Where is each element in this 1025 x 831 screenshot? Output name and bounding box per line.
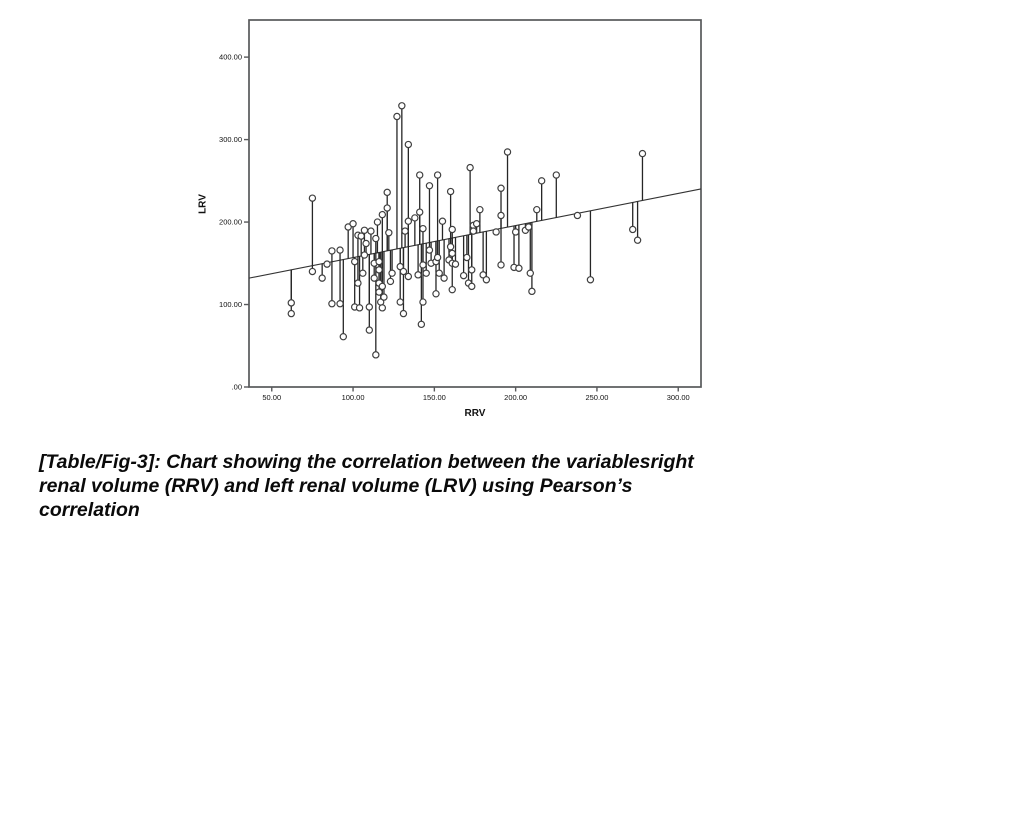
data-point-marker — [360, 270, 366, 276]
x-tick-label: 250.00 — [585, 393, 609, 402]
data-point-marker — [400, 311, 406, 317]
data-point-marker — [329, 301, 335, 307]
data-point-marker — [498, 212, 504, 218]
data-point-marker — [368, 228, 374, 234]
data-point-marker — [394, 113, 400, 119]
data-point-marker — [324, 261, 330, 267]
data-point-marker — [340, 334, 346, 340]
data-point-marker — [461, 273, 467, 279]
data-point-marker — [493, 229, 499, 235]
data-point-marker — [384, 205, 390, 211]
data-point-marker — [639, 151, 645, 157]
data-point-marker — [433, 291, 439, 297]
data-point-marker — [423, 270, 429, 276]
data-point-marker — [399, 103, 405, 109]
data-point-marker — [574, 212, 580, 218]
data-point-marker — [630, 226, 636, 232]
data-point-marker — [373, 235, 379, 241]
data-point-marker — [452, 261, 458, 267]
data-point-marker — [449, 250, 455, 256]
data-point-marker — [381, 294, 387, 300]
data-point-marker — [309, 195, 315, 201]
data-point-marker — [435, 254, 441, 260]
data-point-marker — [412, 215, 418, 221]
y-tick-label: 400.00 — [219, 52, 242, 62]
data-point-marker — [309, 268, 315, 274]
data-point-marker — [405, 218, 411, 224]
data-point-marker — [361, 227, 367, 233]
data-point-marker — [420, 226, 426, 232]
data-point-marker — [371, 275, 377, 281]
data-point-marker — [587, 277, 593, 283]
data-point-marker — [426, 247, 432, 253]
data-point-marker — [420, 299, 426, 305]
x-axis-title: RRV — [464, 408, 486, 419]
data-point-marker — [376, 289, 382, 295]
data-point-marker — [337, 301, 343, 307]
data-point-marker — [498, 262, 504, 268]
data-point-marker — [449, 226, 455, 232]
data-point-marker — [376, 259, 382, 265]
data-point-marker — [402, 228, 408, 234]
data-point-marker — [366, 304, 372, 310]
data-point-marker — [361, 252, 367, 258]
data-point-marker — [474, 221, 480, 227]
data-point-marker — [355, 280, 361, 286]
data-point-marker — [426, 183, 432, 189]
x-tick-label: 100.00 — [341, 393, 365, 402]
data-point-marker — [417, 209, 423, 215]
data-point-marker — [356, 305, 362, 311]
data-point-marker — [504, 149, 510, 155]
data-point-marker — [384, 189, 390, 195]
data-point-marker — [526, 224, 532, 230]
data-point-marker — [417, 172, 423, 178]
data-point-marker — [634, 237, 640, 243]
data-point-marker — [477, 207, 483, 213]
data-point-marker — [363, 240, 369, 246]
data-point-marker — [467, 165, 473, 171]
data-point-marker — [379, 283, 385, 289]
x-tick-label: 300.00 — [666, 393, 690, 402]
data-point-marker — [420, 262, 426, 268]
data-point-marker — [405, 273, 411, 279]
data-point-marker — [288, 300, 294, 306]
data-point-marker — [374, 219, 380, 225]
data-point-marker — [405, 141, 411, 147]
data-point-marker — [366, 327, 372, 333]
data-point-marker — [352, 259, 358, 265]
data-point-marker — [527, 270, 533, 276]
data-point-marker — [337, 247, 343, 253]
data-point-marker — [376, 267, 382, 273]
x-tick-label: 150.00 — [422, 393, 446, 402]
y-axis-title: LRV — [197, 194, 209, 214]
x-tick-label: 200.00 — [504, 393, 528, 402]
data-point-marker — [539, 178, 545, 184]
data-point-marker — [436, 270, 442, 276]
data-point-marker — [449, 287, 455, 293]
data-point-marker — [319, 275, 325, 281]
data-point-marker — [498, 185, 504, 191]
y-tick-label: .00 — [231, 382, 242, 392]
x-tick-label: 50.00 — [262, 393, 282, 402]
data-point-marker — [389, 270, 395, 276]
data-point-marker — [435, 172, 441, 178]
data-point-marker — [329, 248, 335, 254]
data-point-marker — [513, 229, 519, 235]
data-point-marker — [350, 221, 356, 227]
y-tick-label: 200.00 — [219, 217, 242, 227]
data-point-marker — [400, 268, 406, 274]
data-point-marker — [415, 272, 421, 278]
data-point-marker — [373, 352, 379, 358]
data-point-marker — [516, 265, 522, 271]
data-point-marker — [469, 283, 475, 289]
data-point-marker — [418, 321, 424, 327]
data-point-marker — [464, 254, 470, 260]
data-point-marker — [441, 275, 447, 281]
y-tick-label: 100.00 — [219, 300, 242, 310]
data-point-marker — [387, 278, 393, 284]
data-point-marker — [288, 311, 294, 317]
data-point-marker — [470, 228, 476, 234]
data-point-marker — [379, 305, 385, 311]
data-point-marker — [529, 288, 535, 294]
data-point-marker — [483, 277, 489, 283]
data-point-marker — [448, 244, 454, 250]
y-tick-label: 300.00 — [219, 135, 242, 145]
data-point-marker — [379, 212, 385, 218]
data-point-marker — [386, 230, 392, 236]
figure-caption — [39, 450, 694, 522]
data-point-marker — [358, 233, 364, 239]
figure-caption-line-3: correlation — [39, 499, 140, 521]
data-point-marker — [469, 267, 475, 273]
data-point-marker — [397, 299, 403, 305]
figure-caption-line-2: renal volume (RRV) and left renal volume (LRV) using Pearson’s — [39, 475, 633, 497]
data-point-marker — [439, 218, 445, 224]
data-point-marker — [534, 207, 540, 213]
figure-caption-line-1: [Table/Fig-3]: Chart showing the correlation between the variablesright — [39, 451, 694, 473]
data-point-marker — [448, 188, 454, 194]
data-point-marker — [553, 172, 559, 178]
